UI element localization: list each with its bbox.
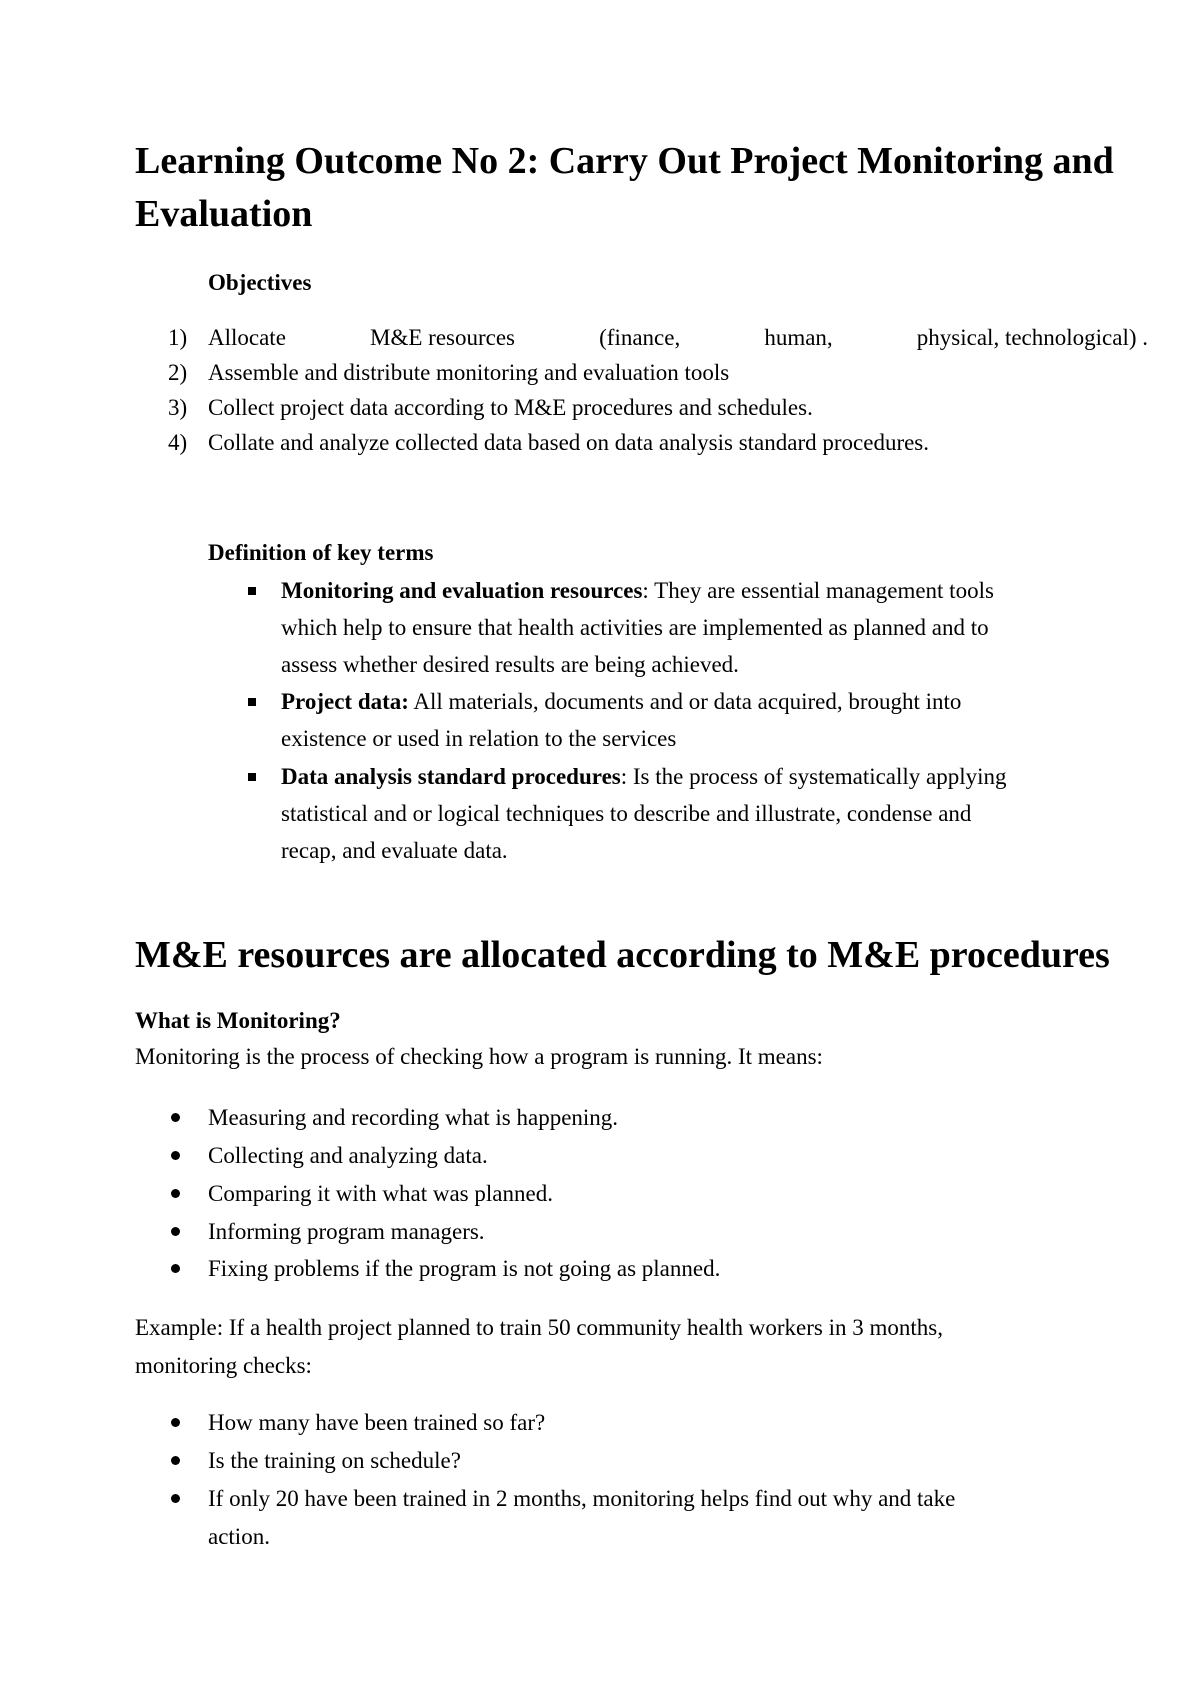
objective-word: human, — [764, 325, 833, 350]
objective-item-4: Collate and analyze collected data based on data analysis standard procedures. — [208, 430, 930, 455]
list-item: Is the training on schedule? — [208, 1448, 461, 1473]
section-heading: M&E resources are allocated according to M&E procedures — [135, 934, 1110, 976]
definition-item — [281, 762, 1007, 792]
objective-number: 4) — [168, 430, 188, 455]
section-intro: Monitoring is the process of checking how a program is running. It means: — [135, 1044, 823, 1069]
bullet-icon — [171, 1113, 180, 1122]
bullet-icon — [171, 1264, 180, 1273]
bullet-icon — [171, 1456, 180, 1465]
example-text: Example: If a health project planned to train 50 community health workers in 3 months, — [135, 1315, 943, 1340]
square-bullet-icon — [248, 587, 256, 595]
definition-term: Monitoring and evaluation resources — [281, 578, 643, 603]
definition-text: existence or used in relation to the services — [281, 726, 677, 751]
bullet-icon — [171, 1189, 180, 1198]
list-item: Measuring and recording what is happening. — [208, 1105, 619, 1130]
definition-text: All materials, documents and or data acquired, brought into — [408, 689, 962, 714]
list-item: Informing program managers. — [208, 1219, 485, 1244]
objective-word: (finance, — [599, 325, 681, 350]
objectives-heading: Objectives — [208, 270, 312, 295]
square-bullet-icon — [248, 698, 256, 706]
definition-text: assess whether desired results are being achieved. — [281, 652, 739, 677]
objective-word: M&E resources — [370, 325, 516, 350]
list-item: Collecting and analyzing data. — [208, 1143, 488, 1168]
page-title-line-1: Learning Outcome No 2: Carry Out Project Monitoring and — [135, 140, 1114, 182]
definitions-heading: Definition of key terms — [208, 540, 434, 565]
list-item: Comparing it with what was planned. — [208, 1181, 553, 1206]
objective-word: Allocate — [208, 325, 286, 350]
definition-text: which help to ensure that health activities are implemented as planned and to — [281, 615, 989, 640]
definition-term: Data analysis standard procedures — [281, 764, 621, 789]
objective-number: 2) — [168, 360, 188, 385]
definition-item — [281, 576, 994, 606]
bullet-icon — [171, 1494, 180, 1503]
definition-term: Project data: — [281, 689, 409, 714]
objective-item-3: Collect project data according to M&E procedures and schedules. — [208, 395, 813, 420]
definition-text: recap, and evaluate data. — [281, 838, 508, 863]
list-item-continuation: action. — [208, 1524, 270, 1549]
definition-text: : They are essential management tools — [642, 578, 994, 603]
bullet-icon — [171, 1227, 180, 1236]
list-item: How many have been trained so far? — [208, 1410, 546, 1435]
section-question: What is Monitoring? — [135, 1008, 341, 1033]
objective-item-2: Assemble and distribute monitoring and evaluation tools — [208, 360, 730, 385]
bullet-icon — [171, 1151, 180, 1160]
example-text: monitoring checks: — [135, 1353, 312, 1378]
objective-word: physical, technological) . — [916, 325, 1148, 350]
page-title-line-2: Evaluation — [135, 193, 313, 235]
definition-text: statistical and or logical techniques to describe and illustrate, condense and — [281, 801, 972, 826]
list-item: If only 20 have been trained in 2 months, monitoring helps find out why and take — [208, 1486, 956, 1511]
objective-item-1 — [208, 323, 1148, 353]
objective-number: 1) — [168, 325, 188, 350]
definition-item — [281, 687, 961, 717]
square-bullet-icon — [248, 773, 256, 781]
list-item: Fixing problems if the program is not going as planned. — [208, 1256, 721, 1281]
bullet-icon — [171, 1418, 180, 1427]
definition-text: : Is the process of systematically applying — [620, 764, 1007, 789]
objective-number: 3) — [168, 395, 188, 420]
